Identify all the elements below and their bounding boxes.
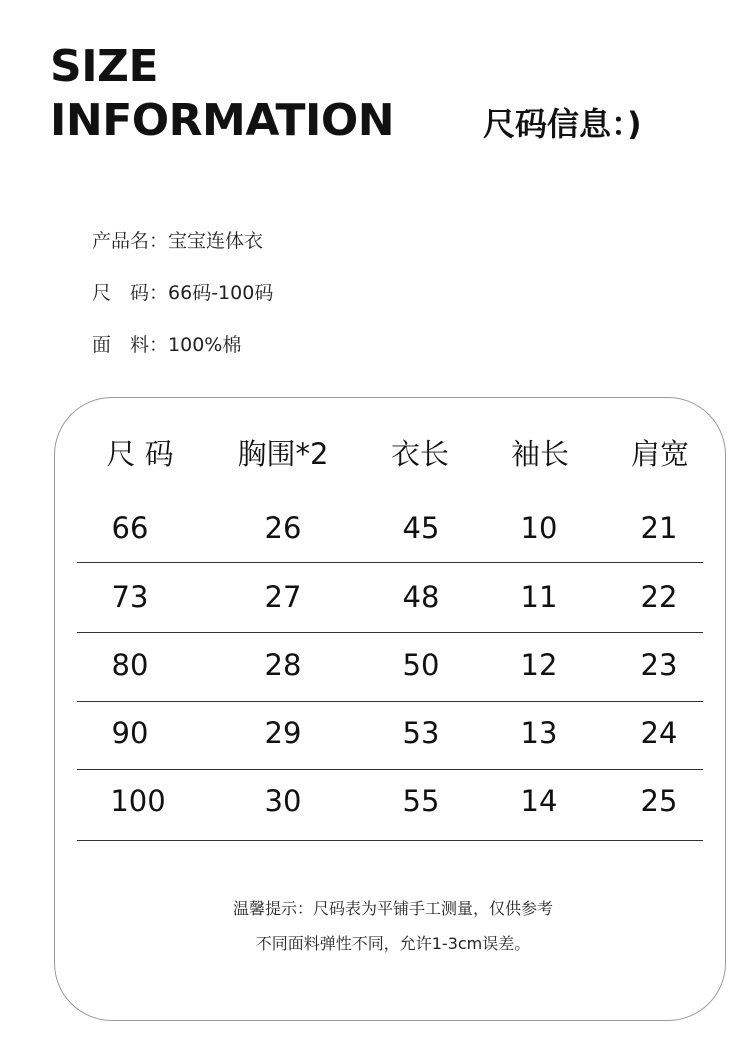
column-header-sleeve: 袖长 [510,437,570,471]
table-cell: 24 [640,716,678,750]
row-divider [77,562,703,563]
table-cell: 29 [264,716,302,750]
table-cell: 10 [520,511,558,545]
table-cell: 45 [402,511,440,545]
size-table-card [54,397,726,1021]
title-line-size: SIZE [50,41,159,92]
table-cell: 27 [264,580,302,614]
column-header-shoulder: 肩宽 [630,437,690,471]
table-cell: 50 [402,648,440,682]
column-header-chest: 胸围*2 [237,437,329,471]
table-cell: 80 [111,648,149,682]
table-cell: 12 [520,648,558,682]
table-cell: 14 [520,784,558,818]
table-cell: 21 [640,511,678,545]
table-cell: 73 [111,580,149,614]
column-header-size: 尺 码 [106,437,174,471]
table-cell: 30 [264,784,302,818]
row-divider [77,632,703,633]
table-cell: 11 [520,580,558,614]
product-name-row [92,226,263,253]
page-title [50,40,394,148]
size-range-row [92,278,273,305]
column-header-length: 衣长 [390,437,450,471]
size-range-label: 尺 码： [92,282,169,304]
size-range-value: 66码-100码 [168,282,274,304]
fabric-label: 面 料： [92,334,169,356]
row-divider [77,840,703,841]
table-cell: 13 [520,716,558,750]
table-cell: 53 [402,716,440,750]
table-cell: 23 [640,648,678,682]
tip-line-1: 温馨提示：尺码表为平铺手工测量，仅供参考 [232,899,553,918]
product-name-value: 宝宝连体衣 [168,230,264,252]
title-line-information: INFORMATION [50,95,395,146]
table-cell: 55 [402,784,440,818]
table-cell: 26 [264,511,302,545]
table-cell: 25 [640,784,678,818]
table-cell: 48 [402,580,440,614]
table-cell: 22 [640,580,678,614]
row-divider [77,769,703,770]
table-cell: 90 [111,716,149,750]
product-name-label: 产品名： [92,230,169,252]
fabric-value: 100%棉 [168,334,242,356]
fabric-row [92,330,241,357]
table-cell: 66 [111,511,149,545]
table-cell: 28 [264,648,302,682]
row-divider [77,701,703,702]
page-subtitle: 尺码信息：) [483,105,642,143]
table-cell: 100 [110,784,166,818]
tip-line-2: 不同面料弹性不同，允许1-3cm误差。 [255,934,531,953]
